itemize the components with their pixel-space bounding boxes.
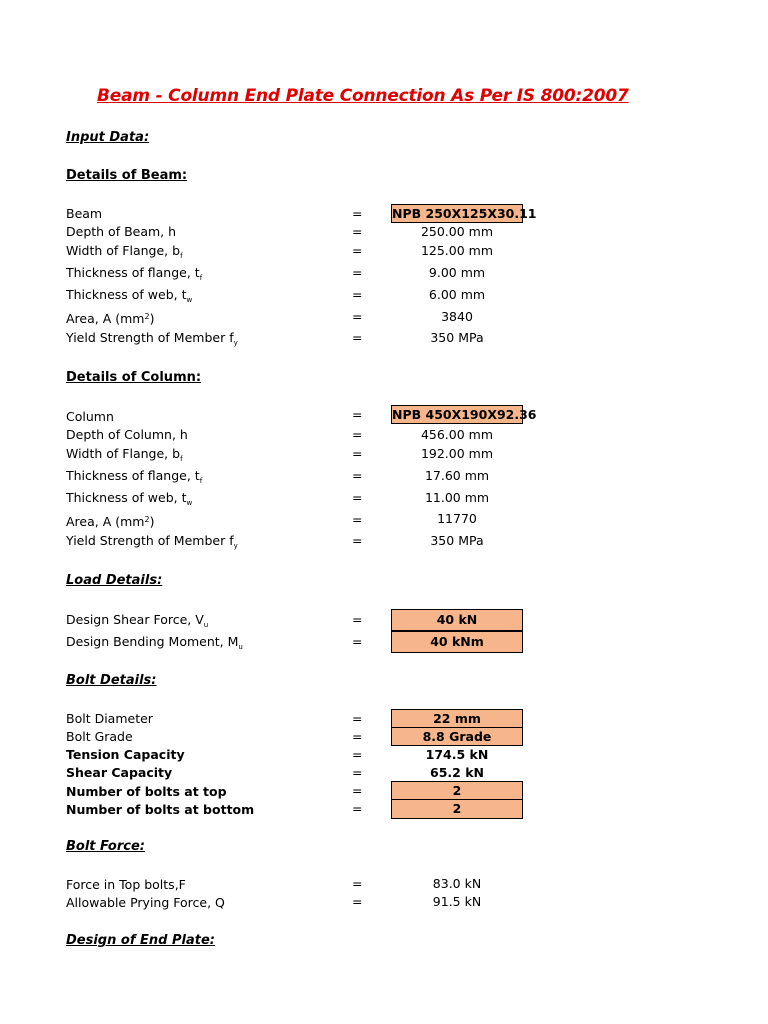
load-details-heading: Load Details: xyxy=(66,573,163,588)
page-title: Beam - Column End Plate Connection As Per IS 800:2007 xyxy=(97,86,629,106)
bolt-details-heading: Bolt Details: xyxy=(66,673,157,688)
equals-sign: = xyxy=(352,427,363,442)
beam-depth-value: 250.00 mm xyxy=(420,224,494,239)
equals-sign: = xyxy=(352,265,363,280)
beam-web-thickness-value: 6.00 mm xyxy=(428,287,486,302)
column-flange-thickness-value: 17.60 mm xyxy=(424,468,490,483)
beam-depth-label: Depth of Beam, h xyxy=(66,224,177,239)
end-plate-design-heading: Design of End Plate: xyxy=(66,933,215,948)
beam-label: Beam xyxy=(66,206,103,221)
design-shear-force-input[interactable]: 40 kN xyxy=(391,609,523,631)
beam-area-value: 3840 xyxy=(441,309,473,324)
column-flange-width-label: Width of Flange, $b_f$ xyxy=(66,446,183,463)
equals-sign: = xyxy=(352,512,363,527)
bolt-diameter-input[interactable]: 22 mm xyxy=(391,709,523,728)
equals-sign: = xyxy=(352,533,363,548)
beam-area-label: Area, A $(mm^2)$ xyxy=(66,311,155,326)
equals-sign: = xyxy=(352,490,363,505)
bolt-grade-input[interactable]: 8.8 Grade xyxy=(391,727,523,746)
bolt-diameter-label: Bolt Diameter xyxy=(66,711,153,726)
bolts-at-bottom-input[interactable]: 2 xyxy=(391,799,523,819)
column-label: Column xyxy=(66,409,114,424)
bolts-at-top-label: Number of bolts at top xyxy=(66,784,227,799)
force-in-top-bolts-label: Force in Top bolts,F xyxy=(66,877,186,892)
bolt-grade-label: Bolt Grade xyxy=(66,729,133,744)
equals-sign: = xyxy=(352,729,363,744)
bolts-at-bottom-label: Number of bolts at bottom xyxy=(66,802,255,817)
equals-sign: = xyxy=(352,287,363,302)
beam-yield-strength-label: Yield Strength of Member $f_y$ xyxy=(66,330,238,347)
beam-yield-strength-value: 350 MPa xyxy=(430,330,484,345)
column-details-heading: Details of Column: xyxy=(66,370,202,385)
column-area-value: 11770 xyxy=(437,511,477,526)
beam-details-heading: Details of Beam: xyxy=(66,168,188,183)
equals-sign: = xyxy=(352,711,363,726)
column-depth-label: Depth of Column, h xyxy=(66,427,188,442)
column-flange-width-value: 192.00 mm xyxy=(420,446,494,461)
equals-sign: = xyxy=(352,765,363,780)
column-depth-value: 456.00 mm xyxy=(420,427,494,442)
force-in-top-bolts-value: 83.0 kN xyxy=(432,876,482,891)
equals-sign: = xyxy=(352,224,363,239)
equals-sign: = xyxy=(352,783,363,798)
column-web-thickness-value: 11.00 mm xyxy=(424,490,490,505)
column-web-thickness-label: Thickness of web, $t_w$ xyxy=(66,490,193,507)
shear-capacity-value: 65.2 kN xyxy=(430,765,484,780)
column-area-label: Area, A $(mm^2)$ xyxy=(66,514,155,529)
beam-flange-width-label: Width of Flange, $b_f$ xyxy=(66,243,183,260)
input-data-heading: Input Data: xyxy=(66,130,150,145)
tension-capacity-label: Tension Capacity xyxy=(66,747,185,762)
equals-sign: = xyxy=(352,468,363,483)
beam-flange-width-value: 125.00 mm xyxy=(420,243,494,258)
column-yield-strength-value: 350 MPa xyxy=(430,533,484,548)
beam-flange-thickness-value: 9.00 mm xyxy=(428,265,486,280)
tension-capacity-value: 174.5 kN xyxy=(425,747,489,762)
column-flange-thickness-label: Thickness of flange, $t_f$ xyxy=(66,468,203,485)
equals-sign: = xyxy=(352,309,363,324)
equals-sign: = xyxy=(352,634,363,649)
equals-sign: = xyxy=(352,747,363,762)
column-section-input[interactable]: NPB 450X190X92.36 xyxy=(392,407,537,422)
equals-sign: = xyxy=(352,612,363,627)
bolt-force-heading: Bolt Force: xyxy=(66,839,145,854)
design-bending-moment-input[interactable]: 40 kNm xyxy=(391,631,523,653)
equals-sign: = xyxy=(352,876,363,891)
allowable-prying-force-value: 91.5 kN xyxy=(432,894,482,909)
equals-sign: = xyxy=(352,243,363,258)
beam-web-thickness-label: Thickness of web, $t_w$ xyxy=(66,287,193,304)
bolts-at-top-input[interactable]: 2 xyxy=(391,781,523,800)
beam-flange-thickness-label: Thickness of flange, $t_f$ xyxy=(66,265,203,282)
design-bending-moment-label: Design Bending Moment, $M_u$ xyxy=(66,634,243,651)
equals-sign: = xyxy=(352,446,363,461)
allowable-prying-force-label: Allowable Prying Force, Q xyxy=(66,895,225,910)
column-yield-strength-label: Yield Strength of Member $f_y$ xyxy=(66,533,238,550)
equals-sign: = xyxy=(352,330,363,345)
design-shear-force-label: Design Shear Force, $V_u$ xyxy=(66,612,209,629)
beam-section-input[interactable]: NPB 250X125X30.11 xyxy=(392,206,537,221)
shear-capacity-label: Shear Capacity xyxy=(66,765,173,780)
equals-sign: = xyxy=(352,894,363,909)
equals-sign: = xyxy=(352,801,363,816)
equals-sign: = xyxy=(352,206,363,221)
equals-sign: = xyxy=(352,407,363,422)
